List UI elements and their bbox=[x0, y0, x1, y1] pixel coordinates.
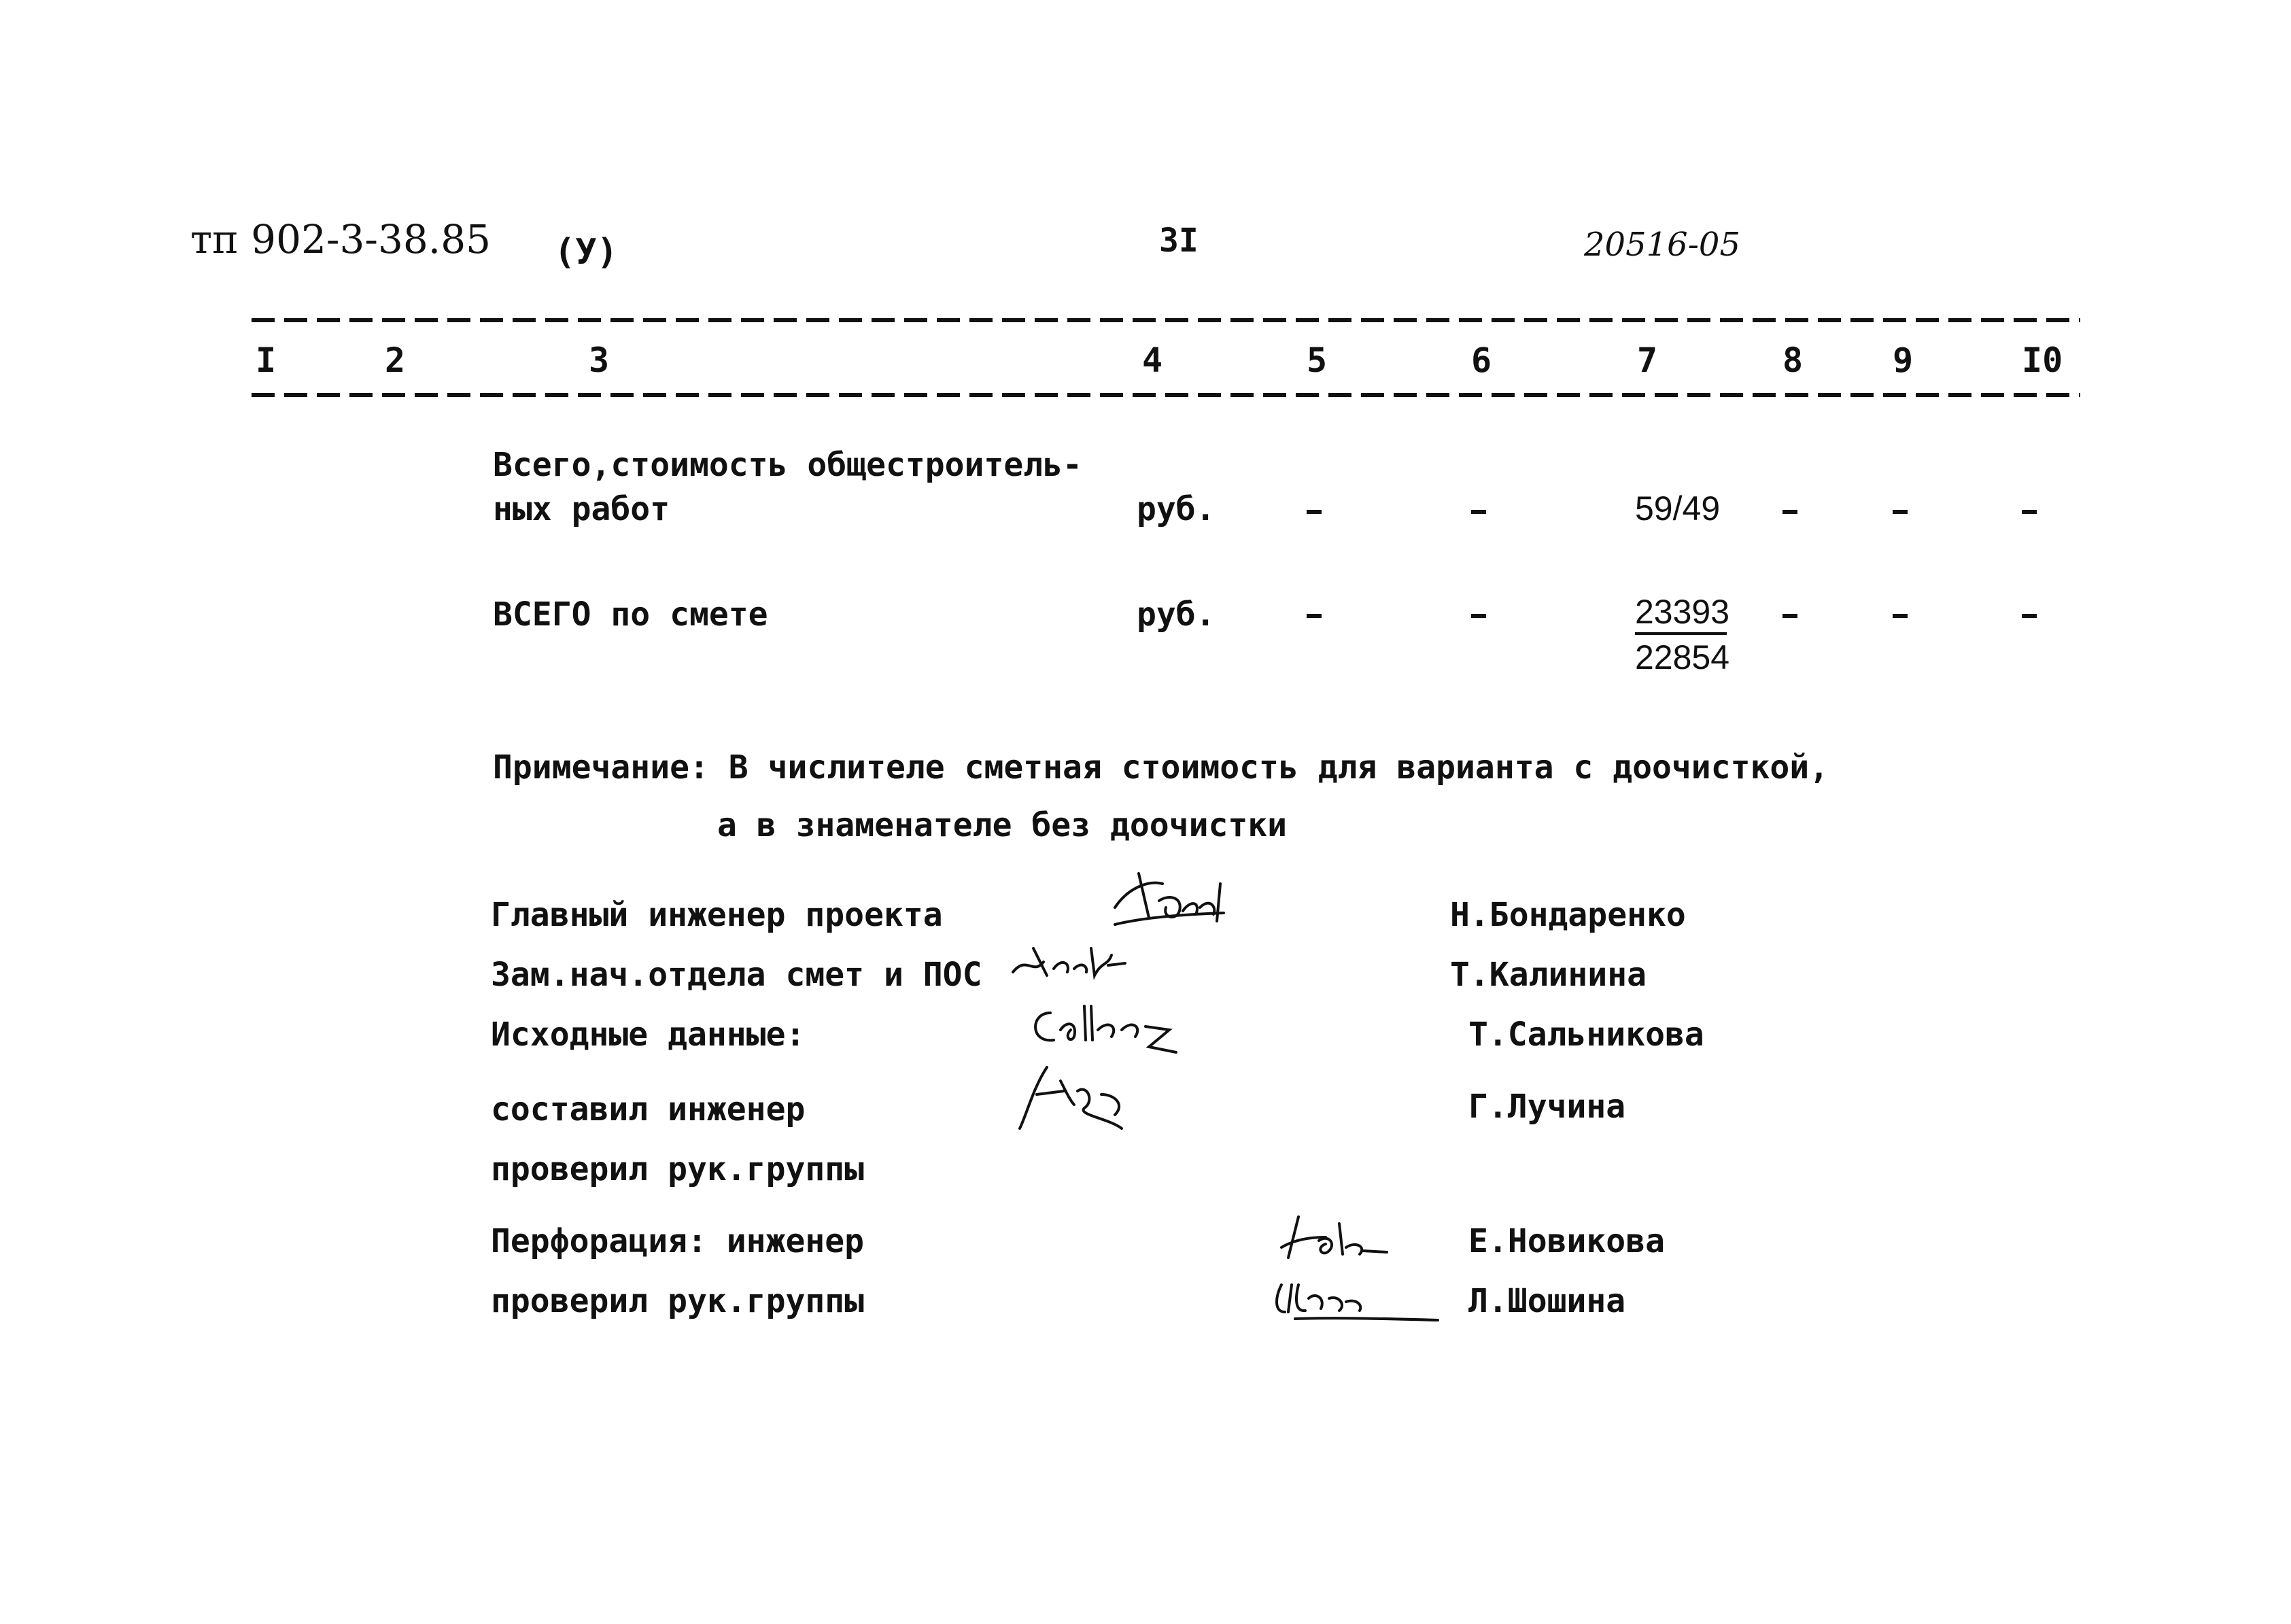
col-number-1: I bbox=[256, 341, 277, 380]
row1-col5-dash bbox=[1307, 510, 1322, 514]
row1-col7-value: 59/49 bbox=[1635, 489, 1721, 528]
note-line1: Примечание: В числителе сметная стоимость для варианта с доочисткой, bbox=[493, 748, 1829, 787]
doc-code: тп 902-3-38.85 bbox=[190, 216, 492, 262]
col-number-4: 4 bbox=[1142, 341, 1163, 380]
row2-col5-dash bbox=[1307, 614, 1322, 618]
note-line2: а в знаменателе без доочистки bbox=[717, 806, 1288, 844]
table-top-rule bbox=[252, 318, 2080, 322]
sheet-code: 20516-05 bbox=[1584, 226, 1740, 264]
sig1-name: Н.Бондаренко bbox=[1450, 896, 1686, 934]
row2-unit: руб. bbox=[1137, 595, 1216, 634]
row1-col10-dash bbox=[2022, 510, 2037, 514]
sig6-name: Е.Новикова bbox=[1468, 1222, 1665, 1260]
variant-mark: (У) bbox=[554, 232, 618, 273]
sig6-role: Перфорация: инженер bbox=[491, 1222, 865, 1260]
row2-col9-dash bbox=[1893, 614, 1908, 618]
row1-col8-dash bbox=[1782, 510, 1797, 514]
row2-col8-dash bbox=[1782, 614, 1797, 618]
row2-col10-dash bbox=[2022, 614, 2037, 618]
row1-col9-dash bbox=[1893, 510, 1908, 514]
signature-shoshina-image bbox=[1268, 1271, 1445, 1326]
row2-fraction-bar bbox=[1635, 632, 1727, 635]
row2-col7-denominator: 22854 bbox=[1635, 638, 1730, 676]
col-number-7: 7 bbox=[1637, 341, 1658, 380]
row1-col6-dash bbox=[1471, 510, 1486, 514]
col-number-2: 2 bbox=[385, 341, 406, 380]
signature-kalinina-image bbox=[1006, 935, 1169, 989]
col-number-6: 6 bbox=[1471, 341, 1492, 380]
sig2-name: Т.Калинина bbox=[1450, 956, 1647, 994]
row1-name-line2: ных работ bbox=[493, 490, 670, 528]
table-header-rule bbox=[252, 393, 2080, 397]
col-number-5: 5 bbox=[1307, 341, 1328, 380]
signature-bondarenko-image bbox=[1101, 860, 1264, 941]
col-number-3: 3 bbox=[589, 341, 610, 380]
signature-novikova-image bbox=[1278, 1210, 1414, 1271]
sig2-role: Зам.нач.отдела смет и ПОС bbox=[491, 956, 982, 994]
sig3-name: Т.Сальникова bbox=[1468, 1016, 1704, 1054]
sig3-role: Исходные данные: bbox=[491, 1016, 806, 1054]
sig4-role: составил инженер bbox=[491, 1090, 806, 1128]
col-number-9: 9 bbox=[1893, 341, 1914, 380]
col-number-10: I0 bbox=[2022, 341, 2063, 380]
row2-col7-numerator: 23393 bbox=[1635, 593, 1730, 631]
page-number: 3I bbox=[1159, 222, 1199, 260]
col-number-8: 8 bbox=[1782, 341, 1804, 380]
row1-name-line1: Всего,стоимость общестроитель- bbox=[493, 446, 1082, 484]
signature-salnikova-image bbox=[1023, 992, 1213, 1060]
signature-luchina-image bbox=[1013, 1054, 1149, 1142]
sig7-name: Л.Шошина bbox=[1468, 1282, 1626, 1320]
row2-name: ВСЕГО по смете bbox=[493, 595, 768, 634]
sig4-name: Г.Лучина bbox=[1468, 1088, 1626, 1126]
row2-col6-dash bbox=[1471, 614, 1486, 618]
sig5-role: проверил рук.группы bbox=[491, 1150, 865, 1188]
sig7-role: проверил рук.группы bbox=[491, 1282, 865, 1320]
sig1-role: Главный инженер проекта bbox=[491, 896, 943, 934]
row1-unit: руб. bbox=[1137, 490, 1216, 528]
